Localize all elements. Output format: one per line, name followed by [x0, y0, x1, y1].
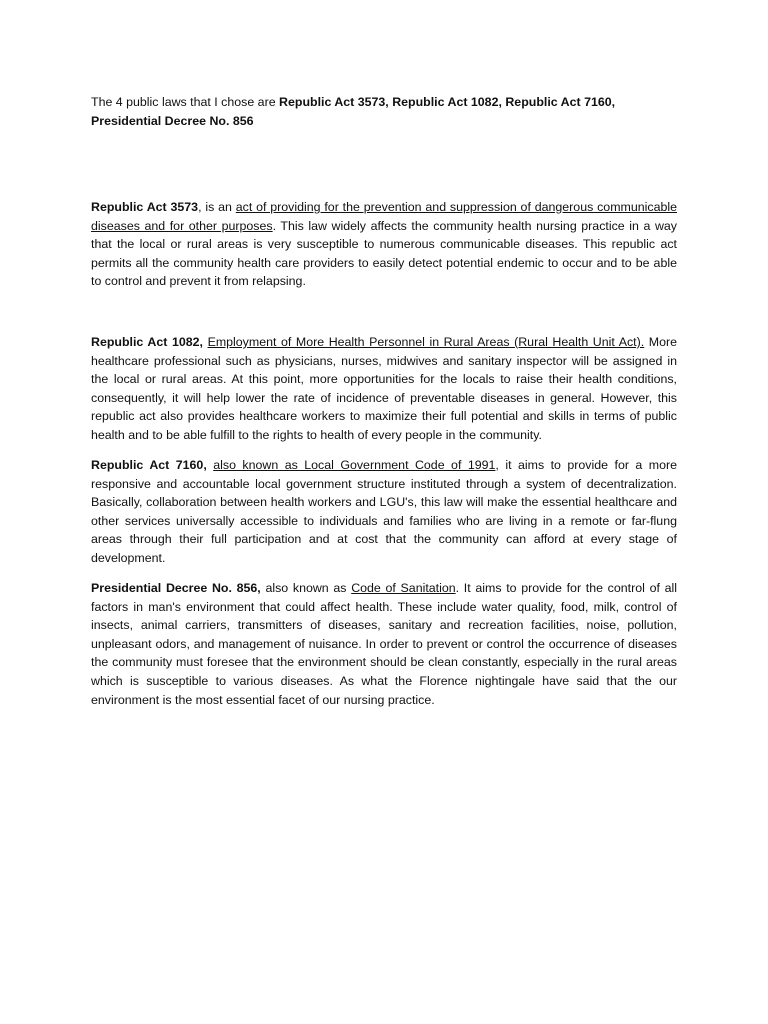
paragraph-body: More healthcare professional such as physicians, nurses, midwives and sanitary inspector will be assigned in the local or rural areas. At this point, more opportunities for the locals to raise their health conditions, consequently, it will help lower the rate of incidence of preventable diseases in general. However, this republic act also provides healthcare workers to maximize their full potential and skills in terms of public health and to be able fulfill to the rights to health of every people in the community.: [91, 335, 677, 442]
law-title-ra-3573: act of providing for the prevention and suppression of dangerous communicable diseases and for other purposes: [91, 200, 677, 233]
law-name-ra-3573: Republic Act 3573: [91, 200, 199, 214]
connector-text: , is an: [198, 200, 236, 214]
law-name-ra-1082: Republic Act 1082,: [91, 335, 203, 349]
paragraph-ra-1082: [91, 333, 677, 445]
intro-laws-list: Republic Act 3573, Republic Act 1082, Republic Act 7160, Presidential Decree No. 856: [91, 95, 616, 128]
paragraph-body: , it aims to provide for a more responsive and accountable local government structure instituted through a system of decentralization. Basically, collaboration between health workers and LGU's, this law will make the essential healthcare and other services universally accessible to individuals and families who are living in a remote or far-flung areas through their full participation and at cost that the community can afford at every stage of development.: [91, 458, 677, 565]
connector-text: also known as: [260, 581, 352, 595]
law-title-ra-7160: also known as Local Government Code of 1991: [213, 458, 496, 472]
paragraph-pd-856: [91, 579, 677, 709]
law-title-pd-856: Code of Sanitation: [351, 581, 456, 595]
law-title-ra-1082: Employment of More Health Personnel in Rural Areas (Rural Health Unit Act).: [207, 335, 645, 349]
intro-lead-text: The 4 public laws that I chose are: [91, 95, 280, 109]
intro-paragraph: [91, 93, 677, 130]
paragraph-ra-7160: [91, 456, 677, 568]
law-name-ra-7160: Republic Act 7160,: [91, 458, 207, 472]
paragraph-body: . This law widely affects the community health nursing practice in a way that the local or rural areas is very susceptible to numerous communicable diseases. This republic act permits all the community health care providers to easily detect potential endemic to occur and to be able to control and prevent it from relapsing.: [91, 218, 677, 289]
paragraph-ra-3573: [91, 198, 677, 291]
law-name-pd-856: Presidential Decree No. 856,: [91, 581, 261, 595]
paragraph-body: . It aims to provide for the control of all factors in man's environment that could affect health. These include water quality, food, milk, control of insects, animal carriers, transmitters of diseases, sanitary and recreation facilities, noise, pollution, unpleasant odors, and management of nuisance. In order to prevent or control the occurrence of diseases the community must foresee that the environment should be clean constantly, especially in the rural areas which is susceptible to various diseases. As what the Florence nightingale have said that the our environment is the most essential facet of our nursing practice.: [91, 581, 678, 707]
